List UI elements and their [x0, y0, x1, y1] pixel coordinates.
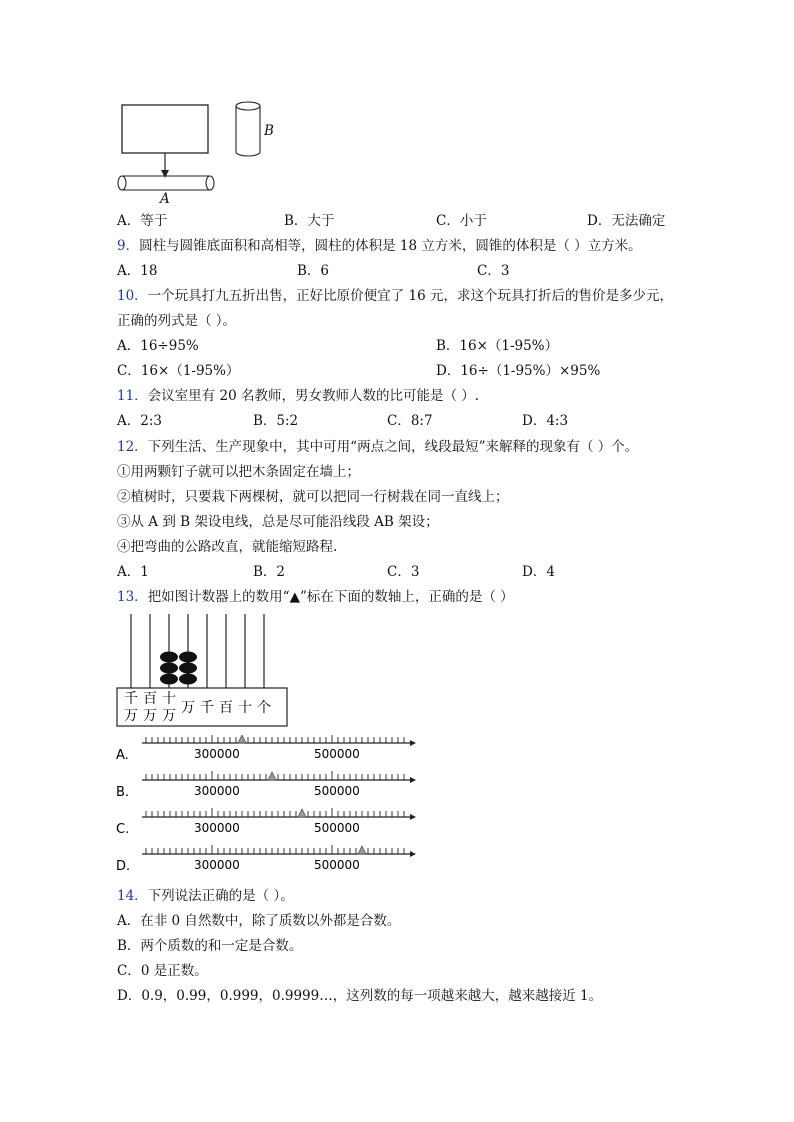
q11-text	[117, 387, 479, 405]
q10-stem-1: 一个玩具打九五折出售，正好比原价便宜了 16 元，求这个玩具打折后的售价是多少元，	[147, 288, 673, 304]
q13-text	[117, 588, 514, 606]
q14-number: 14．	[117, 888, 148, 904]
q14-text	[117, 887, 294, 905]
triangle-marker	[268, 772, 276, 780]
q12-option-a: A．1	[117, 564, 149, 580]
option-letter: A.	[116, 748, 129, 763]
q14-option-a: A．在非 0 自然数中，除了质数以外都是合数。	[117, 913, 401, 929]
abacus-label: 千	[124, 691, 138, 707]
triangle-marker	[298, 809, 306, 817]
abacus-label: 千	[200, 700, 214, 716]
abacus-label: 万	[181, 700, 195, 716]
q13-number: 13．	[117, 589, 148, 605]
label-b: B	[264, 123, 274, 139]
abacus-label: 十	[162, 691, 176, 707]
q9-option-c: C．3	[477, 263, 510, 279]
abacus-label: 百	[219, 700, 233, 716]
axis-label-500000: 500000	[314, 858, 360, 872]
q12-option-b: B．2	[253, 564, 286, 580]
q12-item-3: ③从 A 到 B 架设电线，总是尽可能沿线段 AB 架设；	[117, 514, 439, 530]
q11-option-b: B．5:2	[253, 413, 299, 429]
q8-option-c: C．小于	[436, 213, 487, 229]
option-letter: C.	[116, 822, 130, 837]
q12-option-d: D．4	[522, 564, 555, 580]
abacus-bead	[179, 674, 197, 685]
option-letter: B.	[116, 785, 130, 800]
q12-number: 12．	[117, 439, 148, 455]
q14-stem: 下列说法正确的是（ ）。	[147, 888, 294, 904]
q9-option-a: A．18	[117, 263, 158, 279]
q8-option-d: D．无法确定	[587, 213, 666, 229]
q10-stem-2: 正确的列式是（ ）。	[117, 313, 237, 329]
abacus-label: 十	[238, 700, 252, 716]
axis-label-500000: 500000	[314, 821, 360, 835]
q8-option-a: A．等于	[117, 213, 168, 229]
q14-option-b: B．两个质数的和一定是合数。	[117, 938, 303, 954]
axis-label-300000: 300000	[194, 858, 240, 872]
axis-label-300000: 300000	[194, 821, 240, 835]
q11-stem: 会议室里有 20 名教师，男女教师人数的比可能是（ ）.	[147, 388, 480, 404]
q10-number: 10．	[117, 288, 148, 304]
axis-arrow	[410, 777, 416, 783]
q10-option-b: B．16×（1-95%）	[436, 338, 559, 354]
axis-label-300000: 300000	[194, 784, 240, 798]
abacus-label: 百	[143, 691, 157, 707]
q10-text	[117, 287, 673, 305]
q11-option-d: D．4:3	[522, 413, 569, 429]
q12-item-2: ②植树时，只要栽下两棵树，就可以把同一行树栽在同一直线上；	[117, 489, 509, 505]
abacus-label: 个	[257, 700, 271, 716]
q9-option-b: B．6	[297, 263, 330, 279]
q13-stem: 把如图计数器上的数用“▲”标在下面的数轴上，正确的是（ ）	[147, 589, 514, 605]
axis-arrow	[410, 851, 416, 857]
q12-item-4: ④把弯曲的公路改直，就能缩短路程.	[117, 539, 338, 555]
q14-option-d: D．0.9，0.99，0.999，0.9999…，这列数的每一项越来越大，越来越接近 1。	[117, 988, 603, 1004]
q11-number: 11．	[117, 388, 148, 404]
abacus-label: 万	[143, 708, 157, 724]
q14-option-c: C．0 是正数。	[117, 963, 208, 979]
q8-option-b: B．大于	[284, 213, 335, 229]
axis-label-500000: 500000	[314, 784, 360, 798]
abacus-bead	[160, 663, 178, 674]
q12-option-c: C．3	[387, 564, 420, 580]
abacus-bead	[160, 652, 178, 663]
q9-stem: 圆柱与圆锥底面积和高相等，圆柱的体积是 18 立方米，圆锥的体积是（ ）立方米。	[139, 238, 642, 254]
number-lines	[112, 735, 422, 880]
abacus-label: 万	[162, 708, 176, 724]
q12-text	[117, 438, 638, 456]
axis-arrow	[410, 740, 416, 746]
triangle-marker	[358, 846, 366, 854]
abacus-bead	[179, 663, 197, 674]
triangle-marker	[238, 735, 246, 743]
q11-option-c: C．8:7	[387, 413, 433, 429]
q9-number: 9．	[117, 238, 140, 254]
abacus-bead	[160, 674, 178, 685]
q12-item-1: ①用两颗钉子就可以把木条固定在墙上；	[117, 464, 360, 480]
q8-figure	[112, 100, 302, 210]
option-letter: D.	[116, 859, 131, 874]
abacus-bead	[179, 652, 197, 663]
q10-option-c: C．16×（1-95%）	[117, 363, 240, 379]
label-a: A	[160, 191, 170, 207]
q9-text	[117, 237, 642, 255]
q10-option-a: A．16÷95%	[117, 338, 199, 354]
q12-stem: 下列生活、生产现象中，其中可用“两点之间，线段最短”来解释的现象有（ ）个。	[147, 439, 639, 455]
q11-option-a: A．2:3	[117, 413, 162, 429]
axis-label-500000: 500000	[314, 747, 360, 761]
abacus-figure	[115, 612, 295, 730]
axis-arrow	[410, 814, 416, 820]
abacus-label: 万	[124, 708, 138, 724]
q10-option-d: D．16÷（1-95%）×95%	[436, 363, 601, 379]
axis-label-300000: 300000	[194, 747, 240, 761]
